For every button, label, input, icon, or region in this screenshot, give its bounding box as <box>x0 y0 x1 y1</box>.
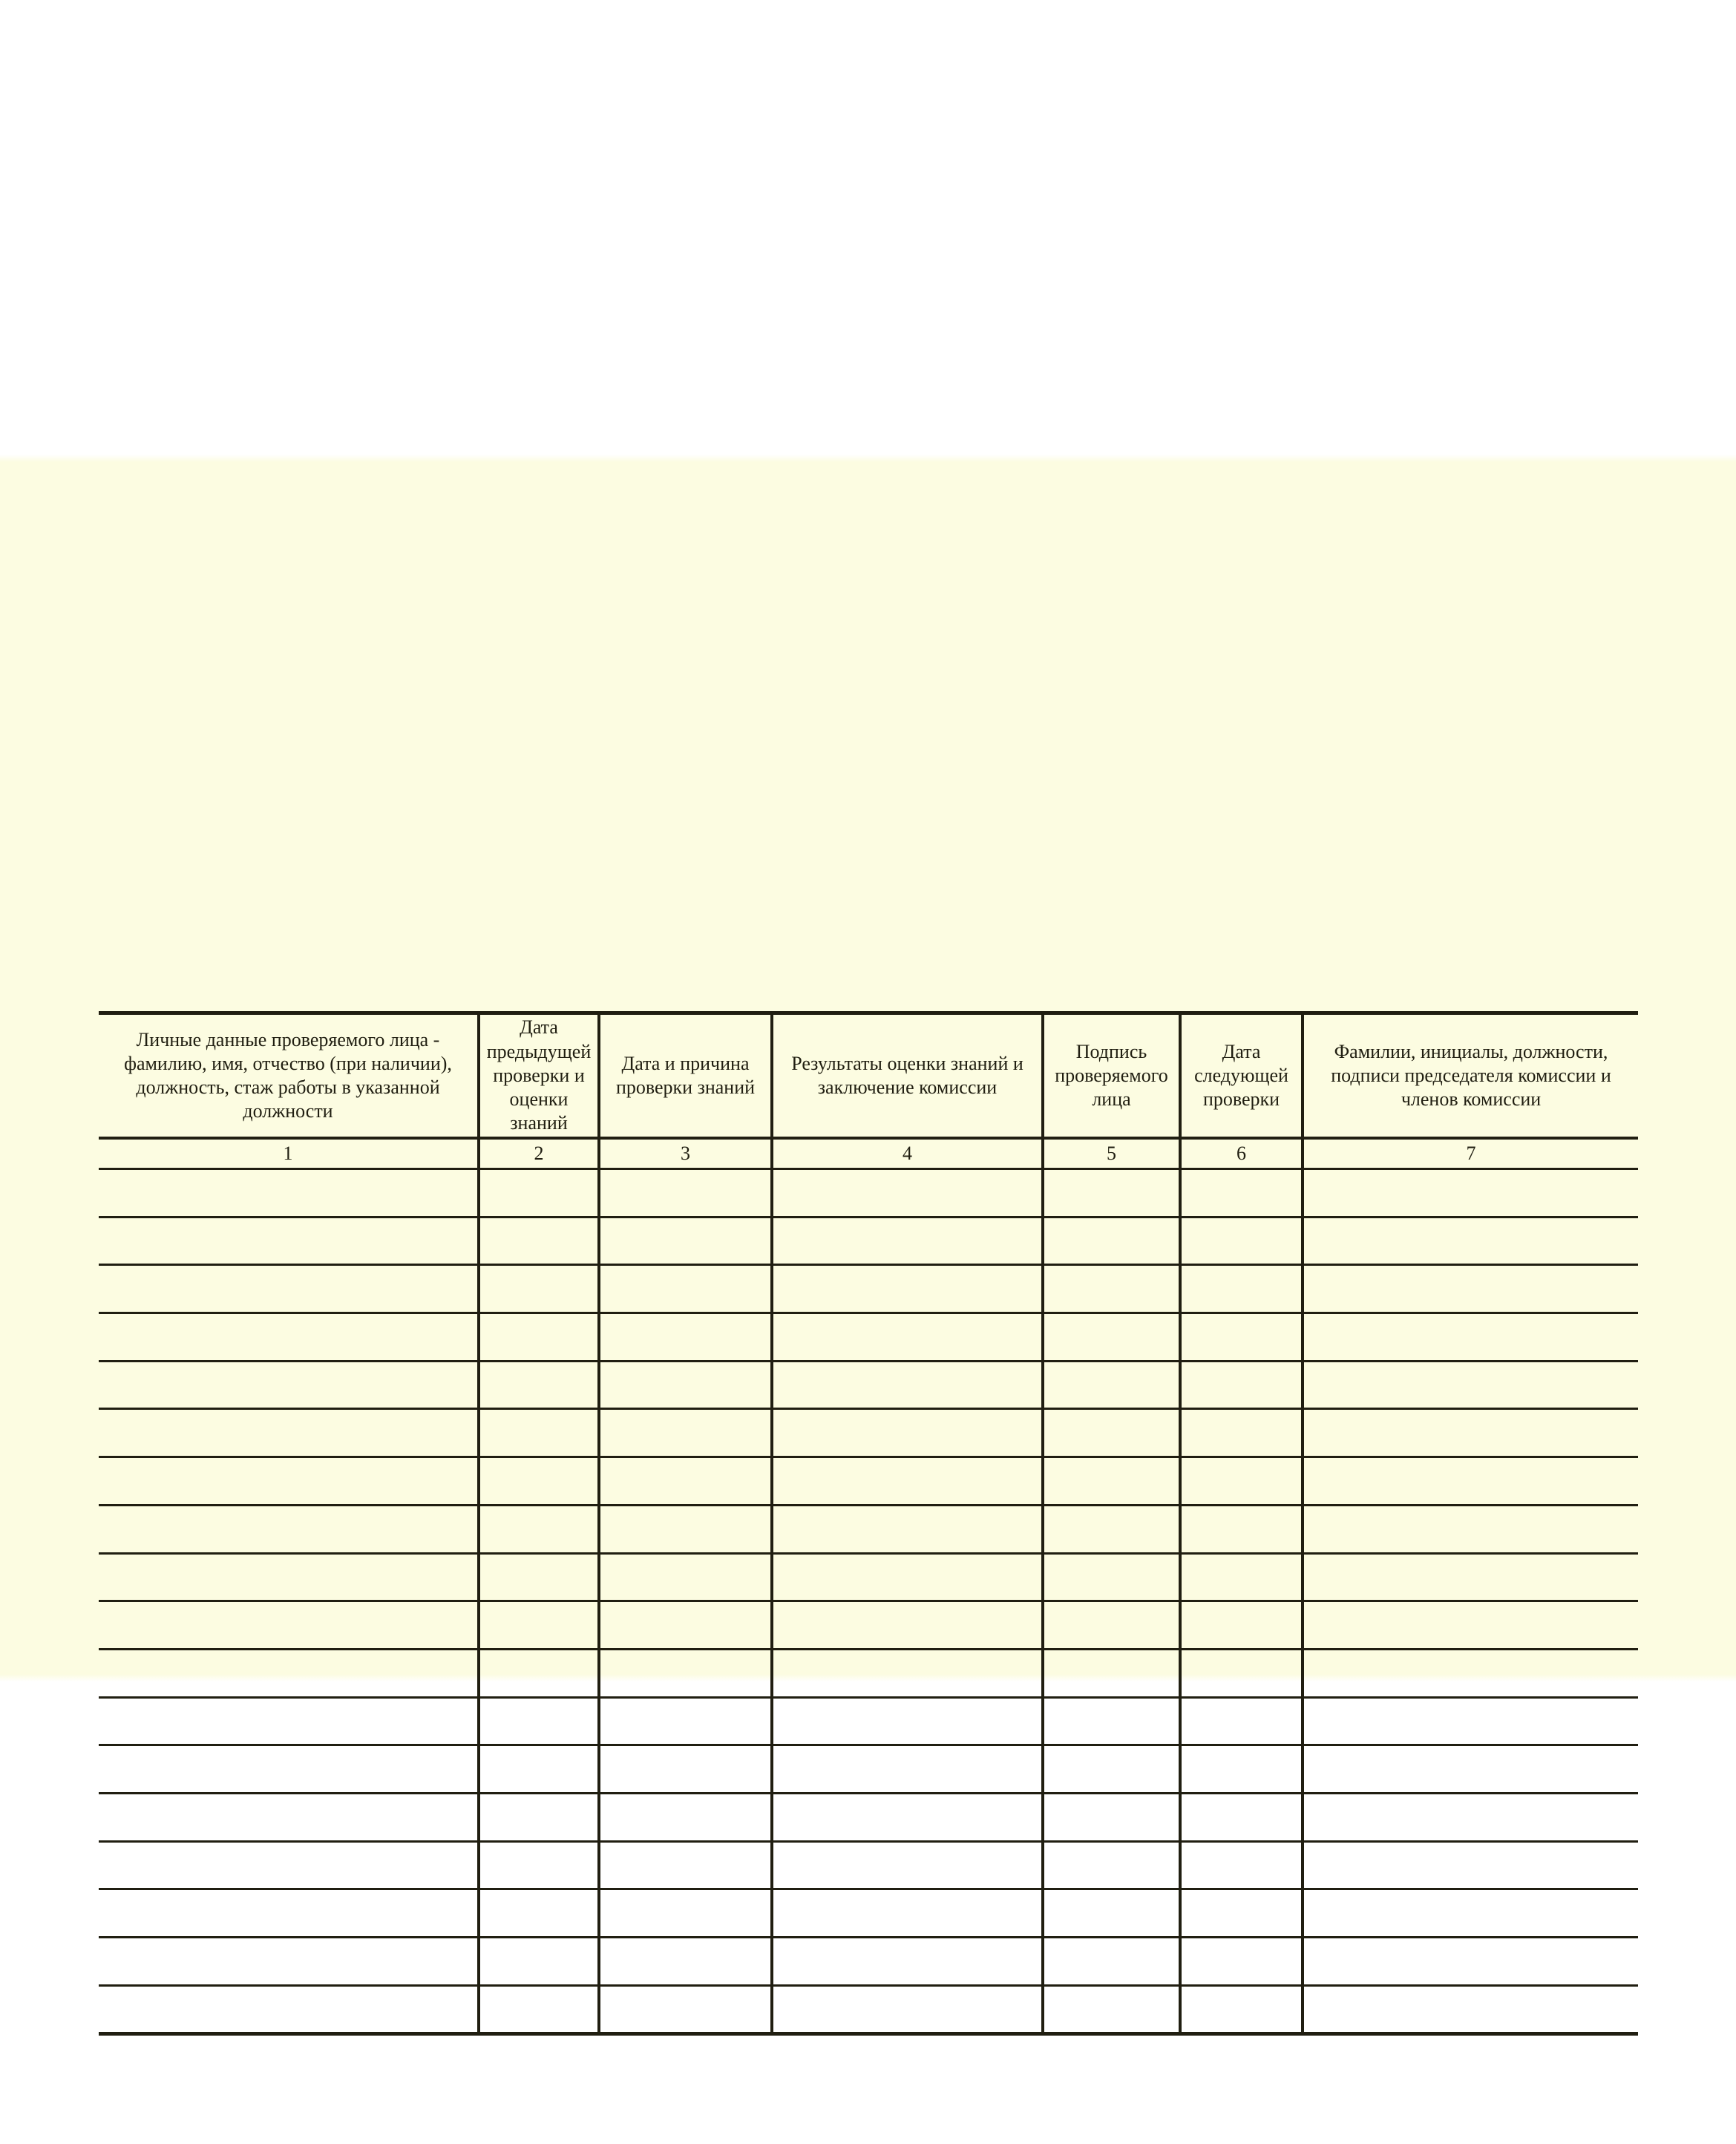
empty-cell <box>479 1313 599 1362</box>
column-number: 4 <box>772 1138 1043 1169</box>
empty-cell <box>1180 1505 1303 1553</box>
empty-cell <box>479 1889 599 1938</box>
empty-cell <box>772 1505 1043 1553</box>
empty-cell <box>1043 1649 1180 1697</box>
table-row <box>99 1457 1638 1506</box>
empty-cell <box>99 1265 479 1313</box>
empty-cell <box>99 1793 479 1841</box>
empty-cell <box>1043 1169 1180 1218</box>
empty-cell <box>479 1697 599 1745</box>
empty-cell <box>1303 1601 1638 1650</box>
empty-cell <box>772 1553 1043 1601</box>
empty-cell <box>1180 1745 1303 1794</box>
empty-cell <box>1303 1217 1638 1265</box>
empty-cell <box>1180 1265 1303 1313</box>
empty-cell <box>479 1457 599 1506</box>
empty-cell <box>479 1217 599 1265</box>
empty-cell <box>479 1985 599 2034</box>
empty-cell <box>99 1889 479 1938</box>
empty-cell <box>479 1649 599 1697</box>
empty-cell <box>99 1409 479 1457</box>
empty-cell <box>1180 1938 1303 1986</box>
empty-cell <box>99 1457 479 1506</box>
empty-cell <box>772 1265 1043 1313</box>
empty-cell <box>772 1938 1043 1986</box>
empty-cell <box>1043 1889 1180 1938</box>
table-row <box>99 1793 1638 1841</box>
empty-cell <box>1303 1745 1638 1794</box>
table-row <box>99 1169 1638 1218</box>
table-row <box>99 1505 1638 1553</box>
empty-cell <box>1180 1985 1303 2034</box>
empty-cell <box>599 1169 772 1218</box>
column-number: 1 <box>99 1138 479 1169</box>
column-header-results-conclusion: Результаты оценки знаний и заключение комиссии <box>772 1013 1043 1139</box>
empty-cell <box>599 1361 772 1409</box>
column-number: 6 <box>1180 1138 1303 1169</box>
journal-sheet <box>0 454 1736 1681</box>
empty-cell <box>479 1938 599 1986</box>
empty-cell <box>479 1601 599 1650</box>
table-row <box>99 1745 1638 1794</box>
empty-cell <box>772 1985 1043 2034</box>
empty-cell <box>599 1889 772 1938</box>
table-row <box>99 1889 1638 1938</box>
empty-cell <box>599 1793 772 1841</box>
column-number: 2 <box>479 1138 599 1169</box>
empty-cell <box>1180 1601 1303 1650</box>
empty-cell <box>479 1505 599 1553</box>
empty-cell <box>1043 1601 1180 1650</box>
empty-cell <box>99 1601 479 1650</box>
table-row <box>99 1361 1638 1409</box>
column-header-check-date-reason: Дата и причина проверки знаний <box>599 1013 772 1139</box>
empty-cell <box>599 1217 772 1265</box>
column-number-row <box>99 1138 1638 1169</box>
empty-cell <box>772 1361 1043 1409</box>
empty-cell <box>1043 1313 1180 1362</box>
empty-cell <box>1043 1938 1180 1986</box>
empty-cell <box>1180 1361 1303 1409</box>
empty-cell <box>1303 1457 1638 1506</box>
empty-cell <box>1180 1841 1303 1889</box>
empty-cell <box>772 1841 1043 1889</box>
empty-cell <box>479 1409 599 1457</box>
empty-cell <box>1180 1409 1303 1457</box>
empty-cell <box>599 1265 772 1313</box>
table-row <box>99 1938 1638 1986</box>
empty-cell <box>99 1505 479 1553</box>
empty-cell <box>772 1793 1043 1841</box>
empty-cell <box>772 1313 1043 1362</box>
column-header-personal-data: Личные данные проверяемого лица - фамилию, имя, отчество (при наличии), должность, стаж работы в указанной должности <box>99 1013 479 1139</box>
empty-cell <box>479 1265 599 1313</box>
column-header-next-check-date: Дата следующей проверки <box>1180 1013 1303 1139</box>
empty-cell <box>99 1313 479 1362</box>
empty-cell <box>479 1553 599 1601</box>
empty-cell <box>599 1985 772 2034</box>
empty-cell <box>772 1889 1043 1938</box>
empty-cell <box>1303 1985 1638 2034</box>
empty-cell <box>599 1553 772 1601</box>
empty-cell <box>772 1457 1043 1506</box>
empty-cell <box>479 1841 599 1889</box>
empty-cell <box>99 1217 479 1265</box>
empty-cell <box>1303 1889 1638 1938</box>
table-row <box>99 1313 1638 1362</box>
empty-cell <box>599 1745 772 1794</box>
empty-cell <box>599 1505 772 1553</box>
empty-cell <box>1043 1457 1180 1506</box>
empty-cell <box>1303 1361 1638 1409</box>
empty-cell <box>772 1217 1043 1265</box>
column-number: 7 <box>1303 1138 1638 1169</box>
empty-cell <box>599 1313 772 1362</box>
empty-cell <box>1303 1553 1638 1601</box>
empty-cell <box>599 1697 772 1745</box>
empty-cell <box>479 1745 599 1794</box>
empty-cell <box>479 1361 599 1409</box>
empty-cell <box>772 1697 1043 1745</box>
column-number: 5 <box>1043 1138 1180 1169</box>
empty-cell <box>599 1601 772 1650</box>
empty-cell <box>99 1697 479 1745</box>
header-row <box>99 1013 1638 1139</box>
empty-cell <box>1043 1985 1180 2034</box>
empty-cell <box>772 1745 1043 1794</box>
empty-cell <box>1043 1841 1180 1889</box>
empty-cell <box>1303 1169 1638 1218</box>
column-number: 3 <box>599 1138 772 1169</box>
table-row <box>99 1265 1638 1313</box>
empty-cell <box>772 1169 1043 1218</box>
empty-cell <box>99 1649 479 1697</box>
empty-cell <box>599 1457 772 1506</box>
empty-cell <box>1043 1361 1180 1409</box>
empty-cell <box>772 1649 1043 1697</box>
empty-cell <box>1043 1505 1180 1553</box>
empty-cell <box>1180 1217 1303 1265</box>
empty-cell <box>1180 1889 1303 1938</box>
empty-cell <box>1180 1553 1303 1601</box>
empty-cell <box>1303 1938 1638 1986</box>
empty-cell <box>1303 1265 1638 1313</box>
empty-cell <box>599 1409 772 1457</box>
table-row <box>99 1985 1638 2034</box>
empty-cell <box>99 1553 479 1601</box>
column-header-previous-check-date: Дата предыдущей проверки и оценки знаний <box>479 1013 599 1139</box>
empty-cell <box>599 1841 772 1889</box>
empty-cell <box>772 1601 1043 1650</box>
empty-cell <box>99 1985 479 2034</box>
empty-cell <box>1303 1505 1638 1553</box>
empty-cell <box>1043 1553 1180 1601</box>
empty-cell <box>1303 1649 1638 1697</box>
empty-cell <box>99 1938 479 1986</box>
table-row <box>99 1409 1638 1457</box>
empty-cell <box>479 1169 599 1218</box>
empty-cell <box>99 1169 479 1218</box>
empty-cell <box>1303 1697 1638 1745</box>
column-header-commission-members: Фамилии, инициалы, должности, подписи председателя комиссии и членов комиссии <box>1303 1013 1638 1139</box>
empty-cell <box>1043 1697 1180 1745</box>
empty-cell <box>1180 1649 1303 1697</box>
empty-cell <box>1043 1217 1180 1265</box>
table-row <box>99 1649 1638 1697</box>
empty-cell <box>1180 1457 1303 1506</box>
table-row <box>99 1553 1638 1601</box>
table-row <box>99 1697 1638 1745</box>
empty-cell <box>1180 1313 1303 1362</box>
empty-cell <box>772 1409 1043 1457</box>
empty-cell <box>599 1938 772 1986</box>
table-row <box>99 1217 1638 1265</box>
empty-cell <box>1303 1313 1638 1362</box>
empty-cell <box>99 1361 479 1409</box>
empty-cell <box>1043 1265 1180 1313</box>
empty-cell <box>1180 1793 1303 1841</box>
table-row <box>99 1841 1638 1889</box>
empty-cell <box>99 1745 479 1794</box>
empty-cell <box>1180 1697 1303 1745</box>
empty-cell <box>479 1793 599 1841</box>
empty-cell <box>1180 1169 1303 1218</box>
empty-cell <box>1043 1793 1180 1841</box>
empty-cell <box>1303 1841 1638 1889</box>
empty-cell <box>1303 1409 1638 1457</box>
table-body <box>99 1169 1638 2034</box>
empty-cell <box>99 1841 479 1889</box>
knowledge-check-journal-table <box>99 1011 1638 2036</box>
empty-cell <box>599 1649 772 1697</box>
column-header-signature: Подпись проверяемого лица <box>1043 1013 1180 1139</box>
empty-cell <box>1043 1745 1180 1794</box>
empty-cell <box>1303 1793 1638 1841</box>
empty-cell <box>1043 1409 1180 1457</box>
table-row <box>99 1601 1638 1650</box>
